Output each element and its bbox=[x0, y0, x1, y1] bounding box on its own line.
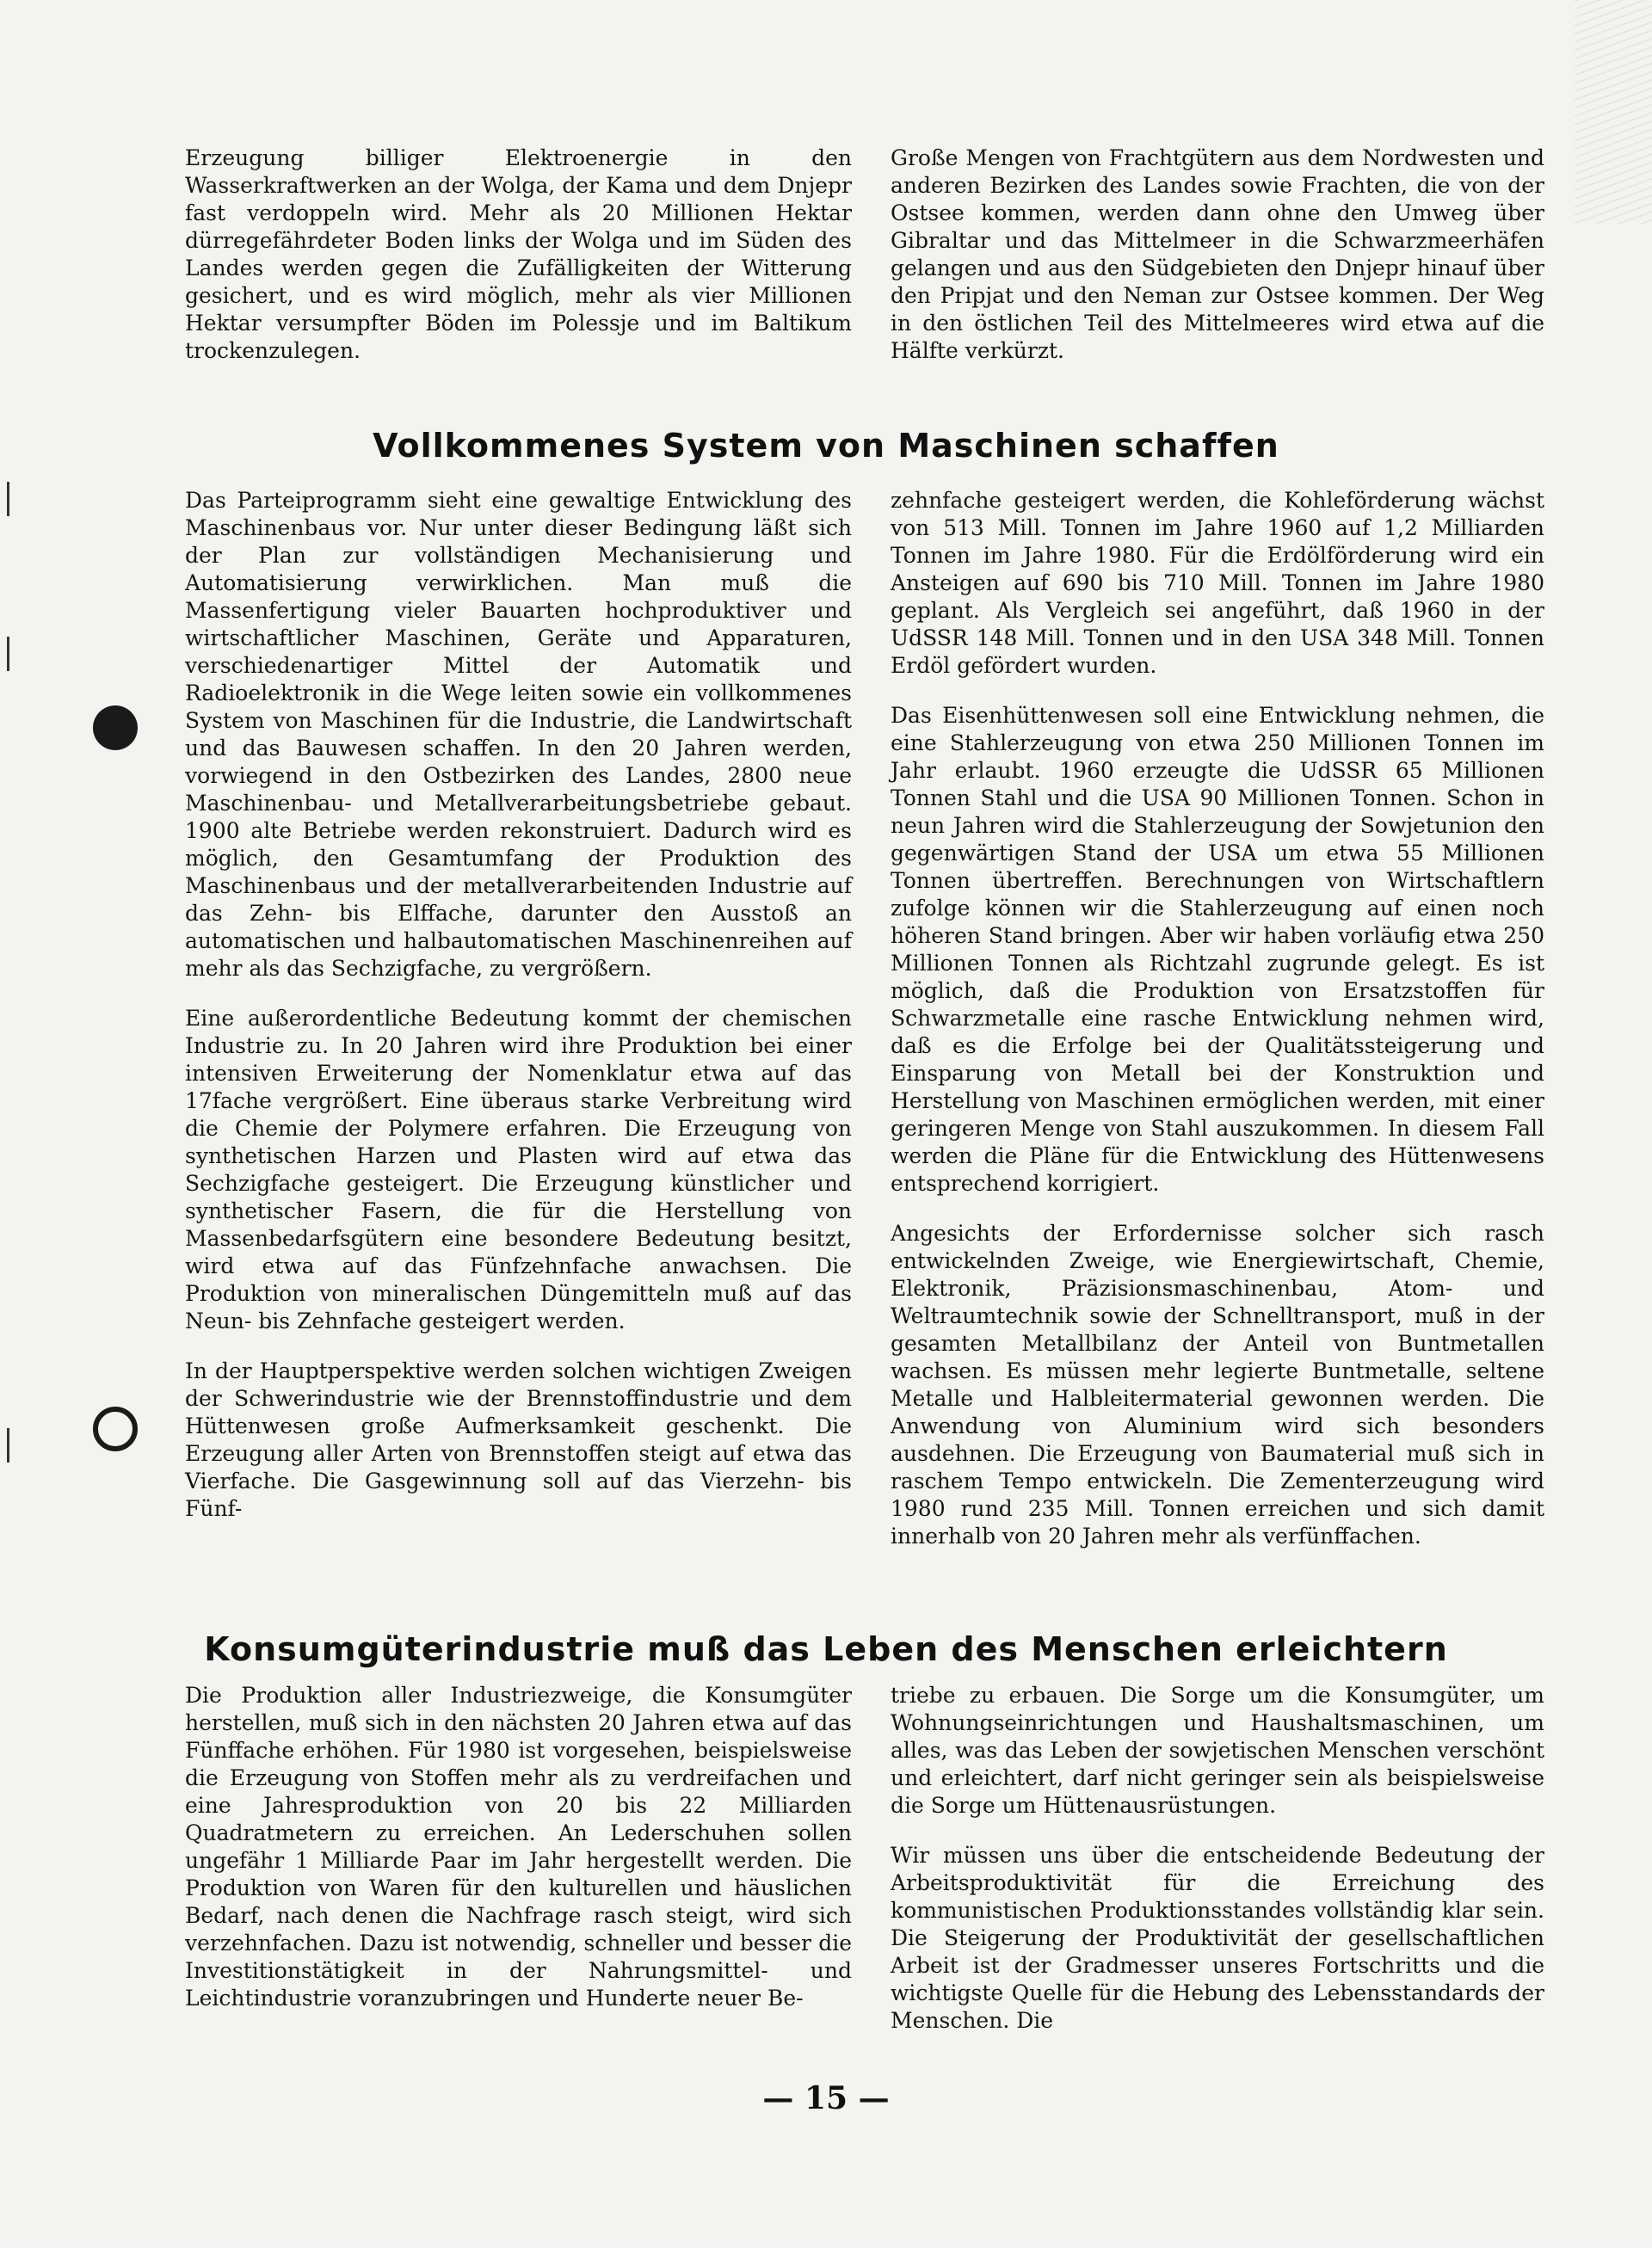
section2-left-column bbox=[185, 1682, 852, 2035]
paragraph: Die Produktion aller Industriezweige, die Konsumgüter herstellen, muß sich in den nächsten 20 Jahren etwa auf das Fünffache erhöhen. Für 1980 ist vorgesehen, beispielsweise die Erzeugung von Stoffen mehr als zu verdreifachen und eine Jahresproduktion von 20 bis 22 Milliarden Quadratmetern zu erreichen. An Lederschuhen sollen ungefähr 1 Milliarde Paar im Jahr hergestellt werden. Die Produktion von Waren für den kulturellen und häuslichen Bedarf, nach denen die Nachfrage rasch steigt, wird sich verzehnfachen. Dazu ist notwendig, schneller und besser die Investitionstätigkeit in der Nahrungsmittel- und Leichtindustrie voranzubringen und Hunderte neuer Be- bbox=[185, 1683, 852, 2011]
paragraph: triebe zu erbauen. Die Sorge um die Konsumgüter, um Wohnungseinrichtungen und Haushaltsmaschinen, um alles, was das Leben der sowjetischen Menschen verschönt und erleichtert, darf nicht geringer sein als beispielsweise die Sorge um Hüttenausrüstungen. bbox=[891, 1683, 1544, 1818]
scan-edge-mark bbox=[7, 482, 18, 516]
page-number: — 15 — bbox=[762, 2080, 890, 2116]
paragraph: Große Mengen von Frachtgütern aus dem Nordwesten und anderen Bezirken des Landes sowie Frachten, die von der Ostsee kommen, werden dann ohne den Umweg über Gibraltar und das Mittelmeer in die Schwarzmeerhäfen gelangen und aus den Südgebieten den Dnjepr hinauf über den Pripjat und den Neman zur Ostsee kommen. Der Weg in den östlichen Teil des Mittelmeeres wird etwa auf die Hälfte verkürzt. bbox=[891, 145, 1544, 363]
section-heading: Vollkommenes System von Maschinen schaffen bbox=[373, 427, 1279, 465]
paragraph: In der Hauptperspektive werden solchen wichtigen Zweigen der Schwerindustrie wie der Brennstoffindustrie und dem Hüttenwesen große Aufmerksamkeit geschenkt. Die Erzeugung aller Arten von Brennstoffen steigt auf etwa das Vierfache. Die Gasgewinnung soll auf das Vierzehn- bis Fünf- bbox=[185, 1358, 852, 1521]
paragraph: Wir müssen uns über die entscheidende Bedeutung der Arbeitsproduktivität für die Erreichung des kommunistischen Produktionsstandes vollständig klar sein. Die Steigerung der Produktivität der gesellschaftlichen Arbeit ist der Gradmesser unseres Fortschritts und die wichtigste Quelle für die Hebung des Lebensstandards der Menschen. Die bbox=[891, 1843, 1544, 2033]
paragraph: Angesichts der Erfordernisse solcher sich rasch entwickelnden Zweige, wie Energiewirtschaft, Chemie, Elektronik, Präzisionsmaschinenbau, Atom- und Weltraumtechnik sowie der Schnelltransport, muß in der gesamten Metallbilanz der Anteil von Buntmetallen wachsen. Es müssen mehr legierte Buntmetalle, seltene Metalle und Halbleitermaterial gewonnen werden. Die Anwendung von Aluminium wird sich besonders ausdehnen. Die Erzeugung von Baumaterial muß sich in raschem Tempo entwickeln. Die Zementerzeugung wird 1980 rund 235 Mill. Tonnen erreichen und sich damit innerhalb von 20 Jahren mehr als verfünffachen. bbox=[891, 1221, 1544, 1549]
section-heading: Konsumgüterindustrie muß das Leben des Menschen erleichtern bbox=[204, 1630, 1448, 1668]
punch-hole-icon bbox=[93, 705, 138, 750]
paragraph: zehnfache gesteigert werden, die Kohleförderung wächst von 513 Mill. Tonnen im Jahre 1960 auf 1,2 Milliarden Tonnen im Jahre 1980. Für die Erdölförderung wird ein Ansteigen auf 690 bis 710 Mill. Tonnen im Jahre 1980 geplant. Als Vergleich sei angeführt, daß 1960 in der UdSSR 148 Mill. Tonnen und in den USA 348 Mill. Tonnen Erdöl gefördert wurden. bbox=[891, 488, 1544, 678]
scan-edge-mark bbox=[7, 1428, 18, 1463]
paragraph: Das Eisenhüttenwesen soll eine Entwicklung nehmen, die eine Stahlerzeugung von etwa 250 Millionen Tonnen im Jahr erlaubt. 1960 erzeugte die UdSSR 65 Millionen Tonnen Stahl und die USA 90 Millionen Tonnen. Schon in neun Jahren wird die Stahlerzeugung der Sowjetunion den gegenwärtigen Stand der USA um etwa 55 Millionen Tonnen übertreffen. Berechnungen von Wirtschaftlern zufolge können wir die Stahlerzeugung auf einen noch höheren Stand bringen. Aber wir haben vorläufig etwa 250 Millionen Tonnen als Richtzahl zugrunde gelegt. Es ist möglich, daß die Produktion von Ersatzstoffen für Schwarzmetalle eine rasche Entwicklung nehmen wird, daß es die Erfolge bei der Qualitätssteigerung und Einsparung von Metall bei der Konstruktion und Herstellung von Maschinen ermöglichen werden, mit einer geringeren Menge von Stahl auszukommen. In diesem Fall werden die Pläne für die Entwicklung des Hüttenwesens entsprechend korrigiert. bbox=[891, 703, 1544, 1196]
top-left-column bbox=[185, 145, 852, 387]
punch-hole-icon bbox=[93, 1407, 138, 1451]
section1-left-column bbox=[185, 487, 852, 1545]
paragraph: Das Parteiprogramm sieht eine gewaltige Entwicklung des Maschinenbaus vor. Nur unter dieser Bedingung läßt sich der Plan zur vollständigen Mechanisierung und Automatisierung verwirklichen. Man muß die Massenfertigung vieler Bauarten hochproduktiver und wirtschaftlicher Maschinen, Geräte und Apparaturen, verschiedenartiger Mittel der Automatik und Radioelektronik in die Wege leiten sowie ein vollkommenes System von Maschinen für die Industrie, die Landwirtschaft und das Bauwesen schaffen. In den 20 Jahren werden, vorwiegend in den Ostbezirken des Landes, 2800 neue Maschinenbau- und Metallverarbeitungsbetriebe gebaut. 1900 alte Betriebe werden rekonstruiert. Dadurch wird es möglich, den Gesamtumfang der Produktion des Maschinenbaus und der metallverarbeitenden Industrie auf das Zehn- bis Elffache, darunter den Ausstoß an automatischen und halbautomatischen Maschinenreihen auf mehr als das Sechzigfache, zu vergrößern. bbox=[185, 488, 852, 981]
paragraph: Erzeugung billiger Elektroenergie in den Wasserkraftwerken an der Wolga, der Kama und dem Dnjepr fast verdoppeln wird. Mehr als 20 Millionen Hektar dürregefährdeter Boden links der Wolga und im Süden des Landes werden gegen die Zufälligkeiten der Witterung gesichert, und es wird möglich, mehr als vier Millionen Hektar versumpfter Böden im Polessje und im Baltikum trockenzulegen. bbox=[185, 145, 852, 363]
top-right-column bbox=[891, 145, 1544, 387]
scan-edge-noise bbox=[1575, 0, 1652, 224]
section1-right-column bbox=[891, 487, 1544, 1573]
section2-right-column bbox=[891, 1682, 1544, 2057]
scan-edge-mark bbox=[7, 637, 18, 671]
paragraph: Eine außerordentliche Bedeutung kommt der chemischen Industrie zu. In 20 Jahren wird ihre Produktion bei einer intensiven Erweiterung der Nomenklatur etwa auf das 17fache vergrößert. Eine überaus starke Verbreitung wird die Chemie der Polymere erfahren. Die Erzeugung von synthetischen Harzen und Plasten wird auf etwa das Sechzigfache gesteigert. Die Erzeugung künstlicher und synthetischer Fasern, die für die Herstellung von Massenbedarfsgütern eine besondere Bedeutung besitzt, wird etwa auf das Fünfzehnfache anwachsen. Die Produktion von mineralischen Düngemitteln muß auf das Neun- bis Zehnfache gesteigert werden. bbox=[185, 1006, 852, 1333]
